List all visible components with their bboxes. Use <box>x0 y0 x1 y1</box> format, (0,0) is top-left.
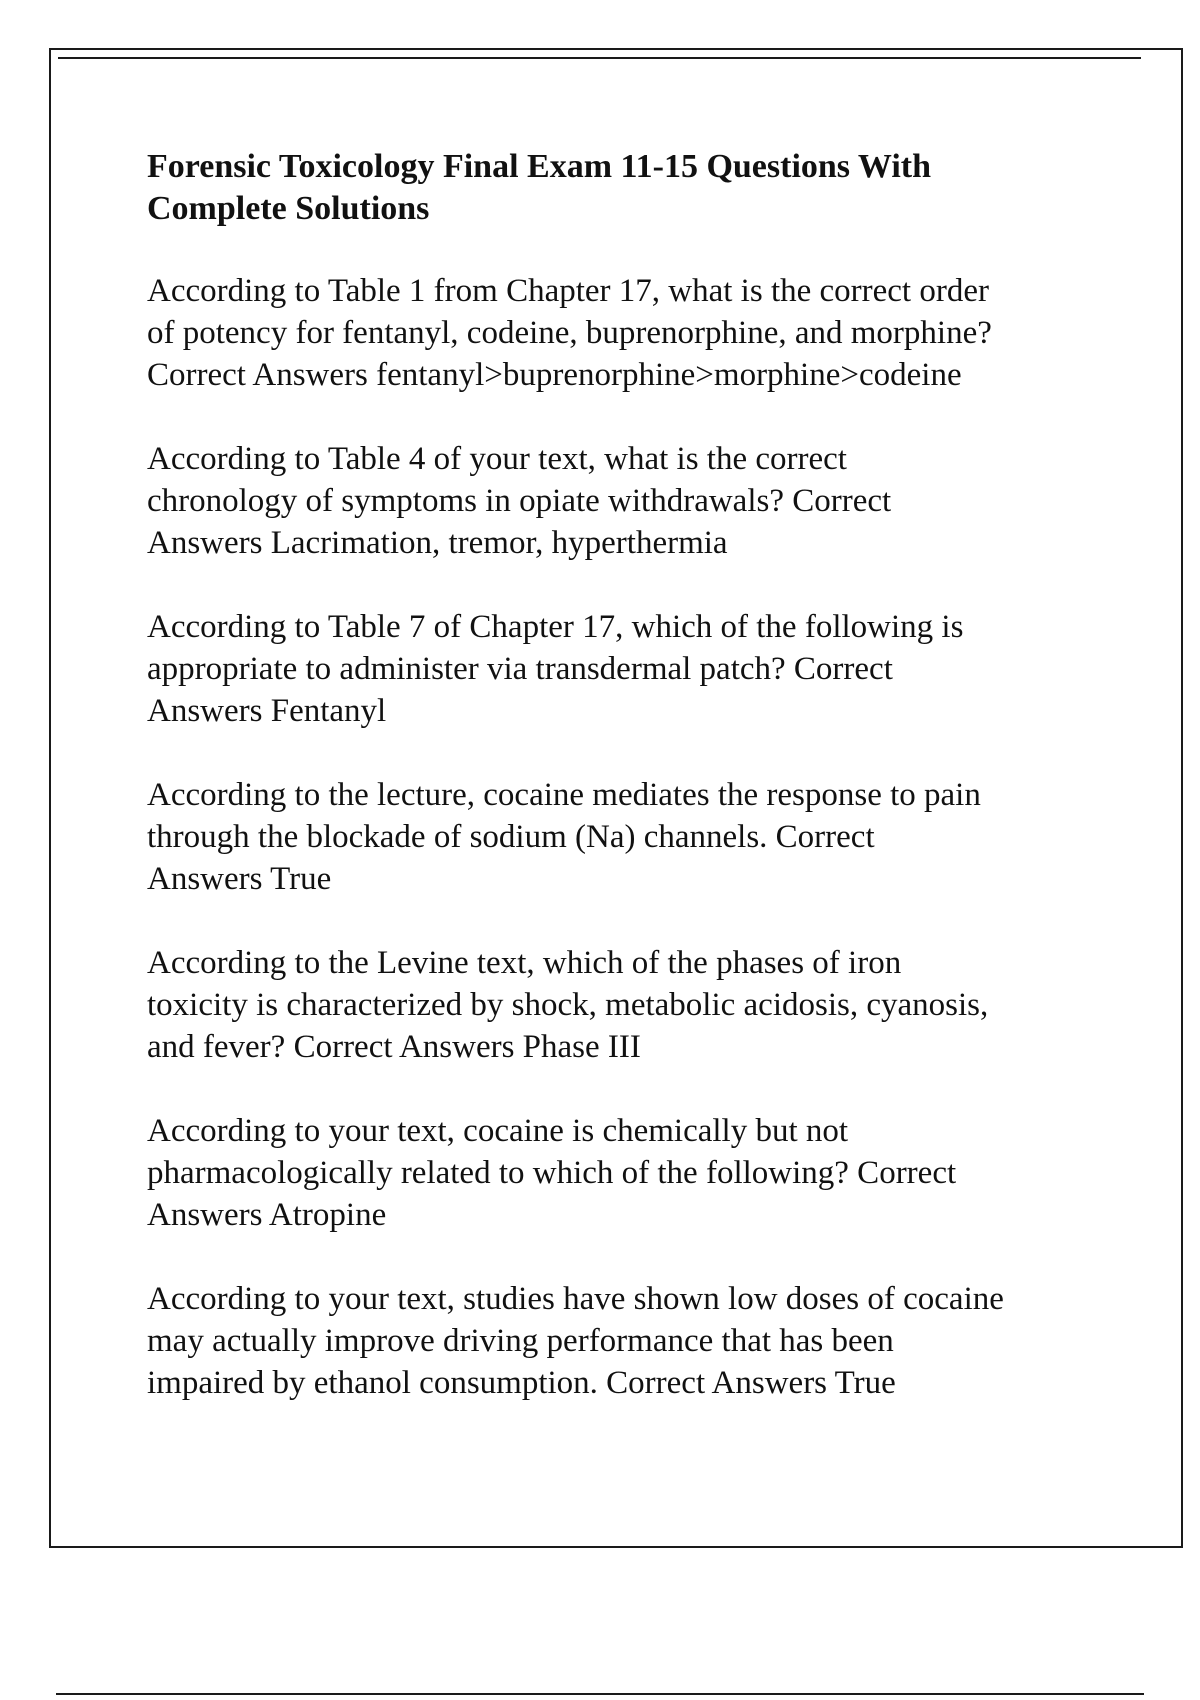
document-body <box>147 146 1137 1446</box>
document-title: Forensic Toxicology Final Exam 11-15 Questions With Complete Solutions <box>147 148 931 227</box>
qa-item-5: According to the Levine text, which of the phases of iron toxicity is characterized by shock, metabolic acidosis, cyanosis, and fever? Correct Answers Phase III <box>147 945 989 1065</box>
qa-item-1: According to Table 1 from Chapter 17, what is the correct order of potency for fentanyl, codeine, buprenorphine, and morphine? Correct Answers fentanyl>buprenorphine>morphine>codeine <box>147 273 992 393</box>
qa-item-4: According to the lecture, cocaine mediates the response to pain through the blockade of sodium (Na) channels. Correct Answers True <box>147 777 981 897</box>
qa-item-2: According to Table 4 of your text, what is the correct chronology of symptoms in opiate withdrawals? Correct Answers Lacrimation, tremor, hyperthermia <box>147 441 892 561</box>
top-rule <box>58 57 1141 59</box>
qa-item-7: According to your text, studies have shown low doses of cocaine may actually improve driving performance that has been impaired by ethanol consumption. Correct Answers True <box>147 1281 1004 1401</box>
page-frame <box>49 48 1183 1548</box>
bottom-rule <box>56 1693 1144 1695</box>
qa-item-6: According to your text, cocaine is chemically but not pharmacologically related to which of the following? Correct Answers Atropine <box>147 1113 957 1233</box>
qa-item-3: According to Table 7 of Chapter 17, which of the following is appropriate to administer via transdermal patch? Correct Answers Fentanyl <box>147 609 964 729</box>
